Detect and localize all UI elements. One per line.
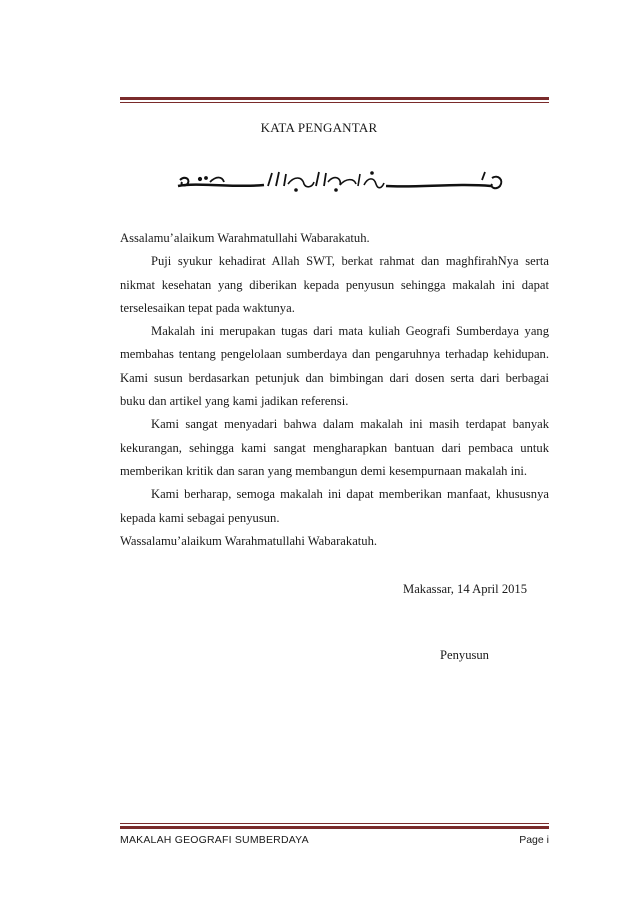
paragraph-1: Puji syukur kehadirat Allah SWT, berkat rahmat dan maghfirahNya serta nikmat kesehatan yang diberikan kepada penyusun sehingga makalah ini dapat terselesaikan tepat pada waktunya. bbox=[120, 254, 549, 315]
footer-title: MAKALAH GEOGRAFI SUMBERDAYA bbox=[120, 834, 309, 846]
page-title: KATA PENGANTAR bbox=[260, 120, 378, 135]
place-date: Makassar, 14 April 2015 bbox=[403, 582, 528, 596]
header-rule-thick bbox=[120, 97, 549, 100]
footer-rule-thin bbox=[120, 823, 549, 824]
closing-salutation: Wassalamu’alaikum Warahmatullahi Wabarakatuh. bbox=[120, 533, 378, 548]
paragraph-4: Kami berharap, semoga makalah ini dapat memberikan manfaat, khususnya kepada kami sebagai penyusun. bbox=[120, 487, 549, 525]
header-rule-thin bbox=[120, 102, 549, 103]
basmalah-calligraphy bbox=[176, 168, 506, 196]
page-number: Page i bbox=[519, 834, 549, 846]
greeting: Assalamu’alaikum Warahmatullahi Wabarakatuh. bbox=[120, 231, 370, 245]
paragraph-2: Makalah ini merupakan tugas dari mata kuliah Geografi Sumberdaya yang membahas tentang pengelolaan sumberdaya dan pengaruhnya terhadap kehidupan. Kami susun berdasarkan petunjuk dan bimbingan dari dosen serta dari berbagai buku dan artikel yang kami jadikan referensi. bbox=[120, 324, 549, 409]
footer-rule-thick bbox=[120, 826, 549, 829]
body-text bbox=[120, 227, 549, 553]
footer-rule bbox=[120, 823, 549, 829]
paragraph-3: Kami sangat menyadari bahwa dalam makalah ini masih terdapat banyak kekurangan, sehingga kami sangat mengharapkan bantuan dari pembaca untuk memberikan kritik dan saran yang membangun demi kesempurnaan makalah ini. bbox=[120, 417, 549, 478]
header-rule bbox=[120, 97, 549, 103]
author-signature: Penyusun bbox=[440, 648, 489, 662]
